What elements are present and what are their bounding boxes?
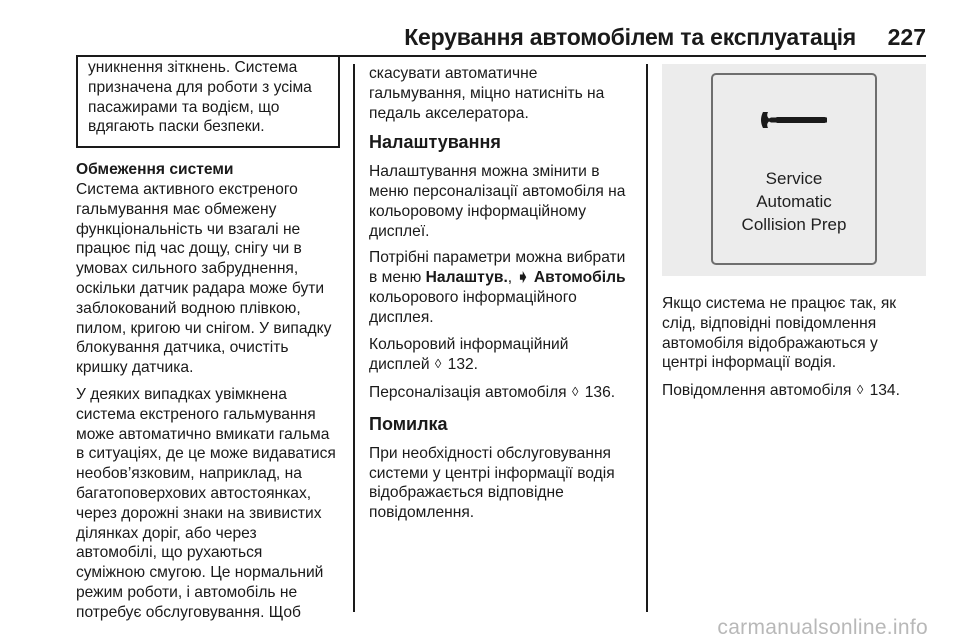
malfunction-paragraph: Якщо система не працює так, як слід, відповідні повідомлення автомобіля відображаються у центрі інформації водія.: [662, 295, 897, 372]
reference-page: 134.: [865, 382, 900, 400]
cancel-braking-paragraph: скасувати автоматичне гальмування, міцно натисніть на педаль акселератора.: [369, 65, 605, 122]
menu-arrow-icon: ➧: [516, 269, 530, 287]
reference-personalization: [369, 382, 634, 403]
settings-paragraph: Налаштування можна змінити в меню персоналізації автомобіля на кольоровому інформаційному дисплеї.: [369, 163, 626, 240]
reference-page: 132.: [443, 356, 478, 374]
watermark: carmanualsonline.info: [717, 616, 928, 639]
false-braking-paragraph: У деяких випадках увімкнена система екстреного гальмування може автоматично вмикати гальма в ситуаціях, де це може видаватися необов’язковим, наприклад, на багатоповерхових автостоянках, через дорожні знаки на звивистих ділянках доріг, або через автомобілі, що рухаються суміжною смугою. Це нормальний режим роботи, і автомобіль не потребує обслуговування. Щоб: [76, 385, 336, 621]
reference-text: Повідомлення автомобіля: [662, 382, 856, 400]
reference-text: Персоналізація автомобіля: [369, 384, 571, 402]
page-header: [0, 0, 960, 56]
note-box: уникнення зіткнень. Система призначена для роботи з усіма пасажирами та водієм, що вдягають паски безпеки.: [76, 56, 340, 148]
reference-vehicle-messages: [662, 380, 926, 401]
reference-page: 136.: [580, 384, 616, 402]
error-paragraph: При необхідності обслуговування системи у центрі інформації водія відображається відповідне повідомлення.: [369, 444, 615, 522]
reference-text: Кольоровий інформаційний дисплей: [369, 335, 569, 374]
column-1: [76, 59, 340, 630]
column-2: [369, 64, 634, 530]
driver-info-display: [711, 73, 877, 265]
reference-color-display: [369, 335, 634, 376]
error-heading: Помилка: [369, 413, 448, 434]
reference-arrow-icon: ◊: [856, 382, 864, 398]
settings-menu-text: Потрібні параметри можна вибрати в меню: [369, 249, 626, 287]
page-number: 227: [887, 24, 926, 50]
settings-menu-text-end: кольорового інформаційного дисплея.: [369, 288, 577, 326]
column-3: [662, 64, 926, 408]
menu-path-settings: Налаштув.: [425, 269, 508, 287]
reference-arrow-icon: ◊: [571, 384, 579, 400]
settings-menu-paragraph: [369, 248, 634, 327]
wrench-icon: [757, 105, 833, 135]
menu-path-vehicle: Автомобіль: [529, 269, 626, 287]
limits-heading: Обмеження системи: [76, 161, 234, 179]
column-divider-2: [646, 64, 648, 612]
settings-heading: Налаштування: [369, 132, 501, 153]
menu-separator: ,: [507, 269, 517, 287]
display-figure: [662, 64, 926, 276]
display-message: Service Automatic Collision Prep: [741, 169, 847, 234]
column-divider-1: [353, 64, 355, 612]
limits-paragraph: Система активного екстреного гальмування має обмежену функціональність чи взагалі не працює під час дощу, снігу чи в умовах сильного забруднення, оскільки датчик радара може бути заблокований водною плівкою, пилом, кригою чи снігом. У випадку блокування датчика, очистіть кришку датчика.: [76, 180, 332, 377]
page-title: Керування автомобілем та експлуатація: [404, 24, 856, 50]
reference-arrow-icon: ◊: [434, 356, 442, 372]
